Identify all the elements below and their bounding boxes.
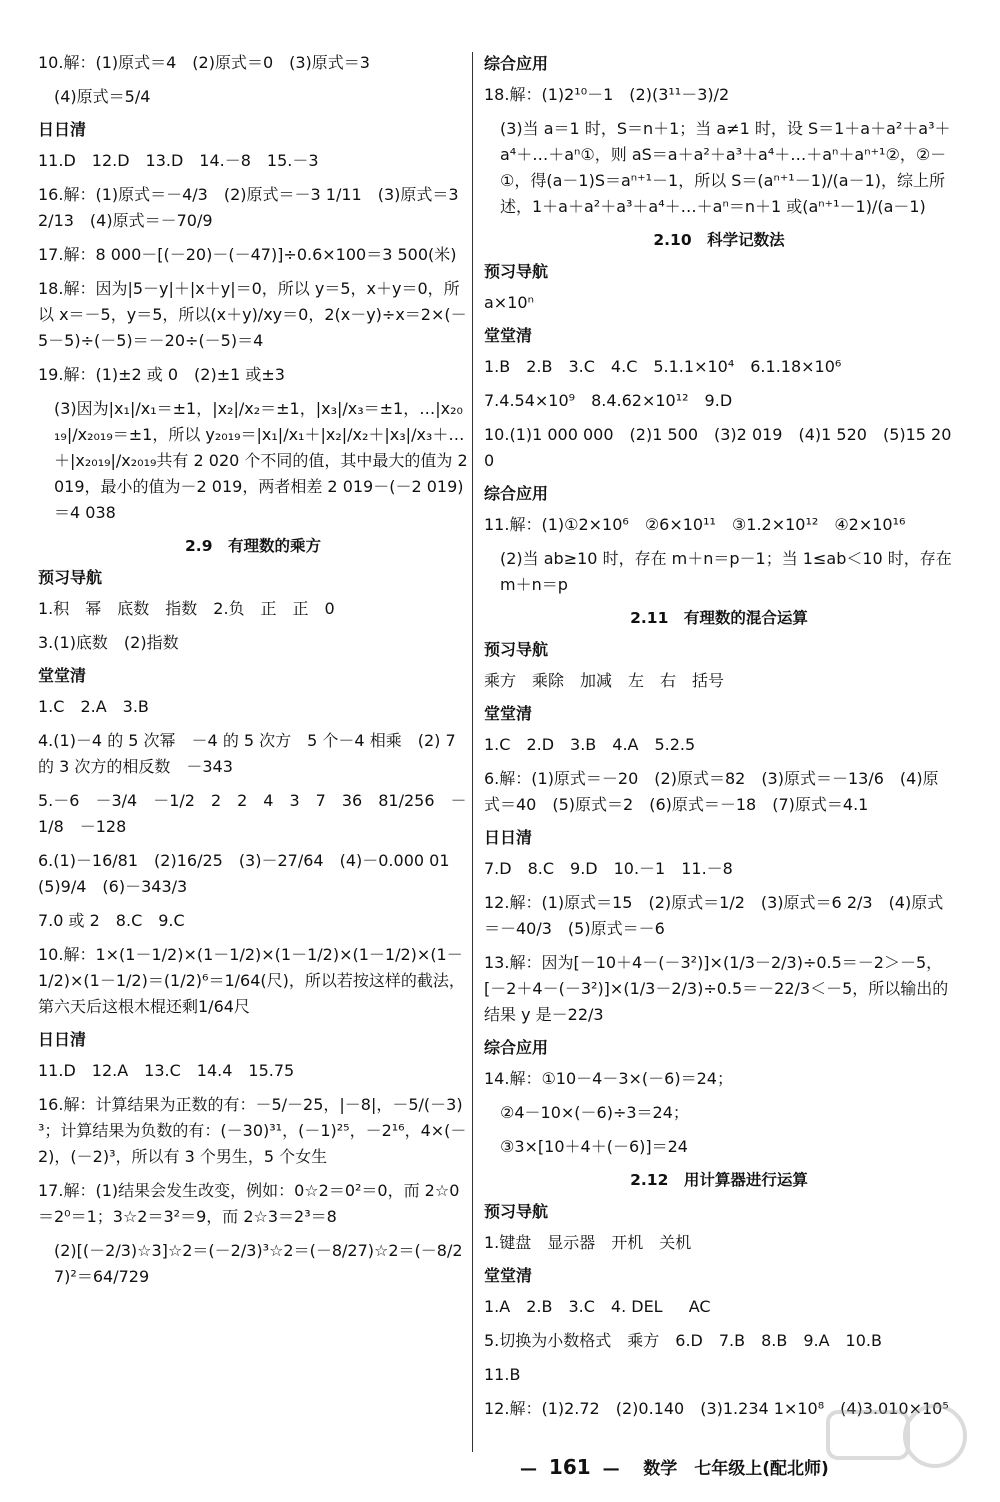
section-label: 预习导航 <box>484 1202 549 1221</box>
answer-line: 19.解：(1)±2 或 0 (2)±1 或±3 <box>38 365 285 384</box>
answer-line: (4)原式＝5/4 <box>54 87 151 106</box>
section-label: 预习导航 <box>38 568 103 587</box>
answer-line: 10.解：1×(1－1/2)×(1－1/2)×(1－1/2)×(1－1/2)×(1－1/2)×(1－1/2)＝(1/2)⁶＝1/64(尺)，所以若按这样的截法，第六天后这根木棍还剩1/64尺 <box>38 945 465 1016</box>
section-label: 综合应用 <box>484 1038 549 1057</box>
page-footer <box>520 1454 829 1479</box>
answer-line: 7.4.54×10⁹ 8.4.62×10¹² 9.D <box>484 391 733 410</box>
answer-line: ③3×[10＋4＋(－6)]＝24 <box>500 1137 688 1156</box>
answer-line: 18.解：(1)2¹⁰－1 (2)(3¹¹－3)/2 <box>484 85 730 104</box>
answer-line: 11.D 12.D 13.D 14.－8 15.－3 <box>38 151 319 170</box>
answer-line: (3)因为|x₁|/x₁＝±1，|x₂|/x₂＝±1，|x₃|/x₃＝±1，…|x₂₀₁₉|/x₂₀₁₉＝±1，所以 y₂₀₁₉＝|x₁|/x₁＋|x₂|/x₂＋|x₃|/x₃＋…＋|x₂₀₁₉|/x₂₀₁₉共有 2 020 个不同的值，其中最大的值为 2 019，最小的值为－2 019，两者相差 2 019－(－2 019)＝4 038 <box>54 399 468 522</box>
footer-dash-right: — <box>602 1459 620 1479</box>
answer-line: 18.解：因为|5－y|＋|x＋y|＝0，所以 y＝5，x＋y＝0，所以 x＝－5，y＝5，所以(x＋y)/xy＝0，2(x－y)÷x＝2×(－5－5)÷(－5)＝－20÷(－5)＝4 <box>38 279 467 350</box>
footer-dash-left: — <box>520 1459 537 1479</box>
section-label: 堂堂清 <box>484 704 533 723</box>
answer-line: 4.(1)－4 的 5 次幂 －4 的 5 次方 5 个－4 相乘 (2) 7 的 3 次方的相反数 －343 <box>38 731 456 776</box>
answer-line: 10.(1)1 000 000 (2)1 500 (3)2 019 (4)1 520 (5)15 200 <box>484 425 952 470</box>
section-label: 预习导航 <box>484 640 549 659</box>
answer-line: 1.C 2.D 3.B 4.A 5.2.5 <box>484 735 696 754</box>
answer-line: 1.B 2.B 3.C 4.C 5.1.1×10⁴ 6.1.18×10⁶ <box>484 357 842 376</box>
answer-line: 5.切换为小数格式 乘方 6.D 7.B 8.B 9.A 10.B <box>484 1331 882 1350</box>
answer-line: 11.B <box>484 1365 521 1384</box>
section-label: 综合应用 <box>484 54 549 73</box>
answer-line: 7.D 8.C 9.D 10.－1 11.－8 <box>484 859 733 878</box>
answer-line: 14.解：①10－4－3×(－6)＝24； <box>484 1069 733 1088</box>
answer-line: 乘方 乘除 加减 左 右 括号 <box>484 671 725 690</box>
page-number: 161 <box>548 1455 591 1479</box>
answer-line: 13.解：因为[－10＋4－(－3²)]×(1/3－2/3)÷0.5＝－2＞－5，[－2＋4－(－3²)]×(1/3－2/3)÷0.5＝－22/3＜－5，所以输出的结果 y 是－22/3 <box>484 953 949 1024</box>
answer-line: (2)当 ab≥10 时，存在 m＋n＝p－1；当 1≤ab＜10 时，存在 m＋n＝p <box>500 549 952 594</box>
column-divider <box>472 52 473 1452</box>
answer-line: 11.解：(1)①2×10⁶ ②6×10¹¹ ③1.2×10¹² ④2×10¹⁶ <box>484 515 906 534</box>
section-title: 2.9 有理数的乘方 <box>185 537 321 555</box>
answer-line: 1.键盘 显示器 开机 关机 <box>484 1233 692 1252</box>
section-title: 2.11 有理数的混合运算 <box>630 609 808 627</box>
answer-line: 12.解：(1)原式＝15 (2)原式＝1/2 (3)原式＝6 2/3 (4)原式＝－40/3 (5)原式＝－6 <box>484 893 944 938</box>
section-label: 预习导航 <box>484 262 549 281</box>
section-label: 堂堂清 <box>484 1266 533 1285</box>
answer-line: (3)当 a＝1 时，S＝n＋1；当 a≠1 时，设 S＝1＋a＋a²＋a³＋a⁴＋…＋aⁿ①，则 aS＝a＋a²＋a³＋a⁴＋…＋aⁿ＋aⁿ⁺¹②，②－①，得(a－1)S＝aⁿ⁺¹－1，所以 S＝(aⁿ⁺¹－1)/(a－1)，综上所述，1＋a＋a²＋a³＋a⁴＋…＋aⁿ＝n＋1 或(aⁿ⁺¹－1)/(a－1) <box>500 119 951 216</box>
section-title: 2.12 用计算器进行运算 <box>630 1171 808 1189</box>
section-title: 2.10 科学记数法 <box>653 231 785 249</box>
section-label: 日日清 <box>484 828 533 847</box>
answer-line: a×10ⁿ <box>484 293 534 312</box>
answer-line: 16.解：计算结果为正数的有：－5/－25，|－8|，－5/(－3)³；计算结果为负数的有：(－30)³¹，(－1)²⁵，－2¹⁶，4×(－2)，(－2)³，所以有 3 个男生，5 个女生 <box>38 1095 467 1166</box>
answer-line: 7.0 或 2 8.C 9.C <box>38 911 185 930</box>
section-label: 综合应用 <box>484 484 549 503</box>
right-column <box>484 50 954 1430</box>
answer-line: 12.解：(1)2.72 (2)0.140 (3)1.234 1×10⁸ (4)3.010×10⁵ <box>484 1399 949 1418</box>
answer-line: 1.积 幂 底数 指数 2.负 正 正 0 <box>38 599 335 618</box>
left-column <box>38 50 468 1298</box>
answer-line: 6.解：(1)原式＝－20 (2)原式＝82 (3)原式＝－13/6 (4)原式＝40 (5)原式＝2 (6)原式＝－18 (7)原式＝4.1 <box>484 769 939 814</box>
footer-subject: 数学 七年级上(配北师) <box>643 1459 829 1479</box>
answer-line: 3.(1)底数 (2)指数 <box>38 633 179 652</box>
section-label: 堂堂清 <box>484 326 533 345</box>
answer-line: (2)[(－2/3)☆3]☆2＝(－2/3)³☆2＝(－8/27)☆2＝(－8/27)²＝64/729 <box>54 1241 463 1286</box>
section-label: 堂堂清 <box>38 666 87 685</box>
answer-line: 5.－6 －3/4 －1/2 2 2 4 3 7 36 81/256 －1/8 －128 <box>38 791 467 836</box>
answer-line: 1.C 2.A 3.B <box>38 697 149 716</box>
watermark-logo <box>820 1398 970 1478</box>
answer-line: 1.A 2.B 3.C 4. DEL AC <box>484 1297 711 1316</box>
section-label: 日日清 <box>38 1030 87 1049</box>
answer-line: 10.解：(1)原式＝4 (2)原式＝0 (3)原式＝3 <box>38 53 370 72</box>
answer-line: 6.(1)－16/81 (2)16/25 (3)－27/64 (4)－0.000 01 (5)9/4 (6)－343/3 <box>38 851 466 896</box>
answer-line: 16.解：(1)原式＝－4/3 (2)原式＝－3 1/11 (3)原式＝32/13 (4)原式＝－70/9 <box>38 185 459 230</box>
answer-line: 17.解：8 000－[(－20)－(－47)]÷0.6×100＝3 500(米) <box>38 245 457 264</box>
answer-line: 17.解：(1)结果会发生改变，例如：0☆2＝0²＝0，而 2☆0＝2⁰＝1；3☆2＝3²＝9，而 2☆3＝2³＝8 <box>38 1181 460 1226</box>
answer-line: ②4－10×(－6)÷3＝24； <box>500 1103 689 1122</box>
section-label: 日日清 <box>38 120 87 139</box>
answer-line: 11.D 12.A 13.C 14.4 15.75 <box>38 1061 295 1080</box>
